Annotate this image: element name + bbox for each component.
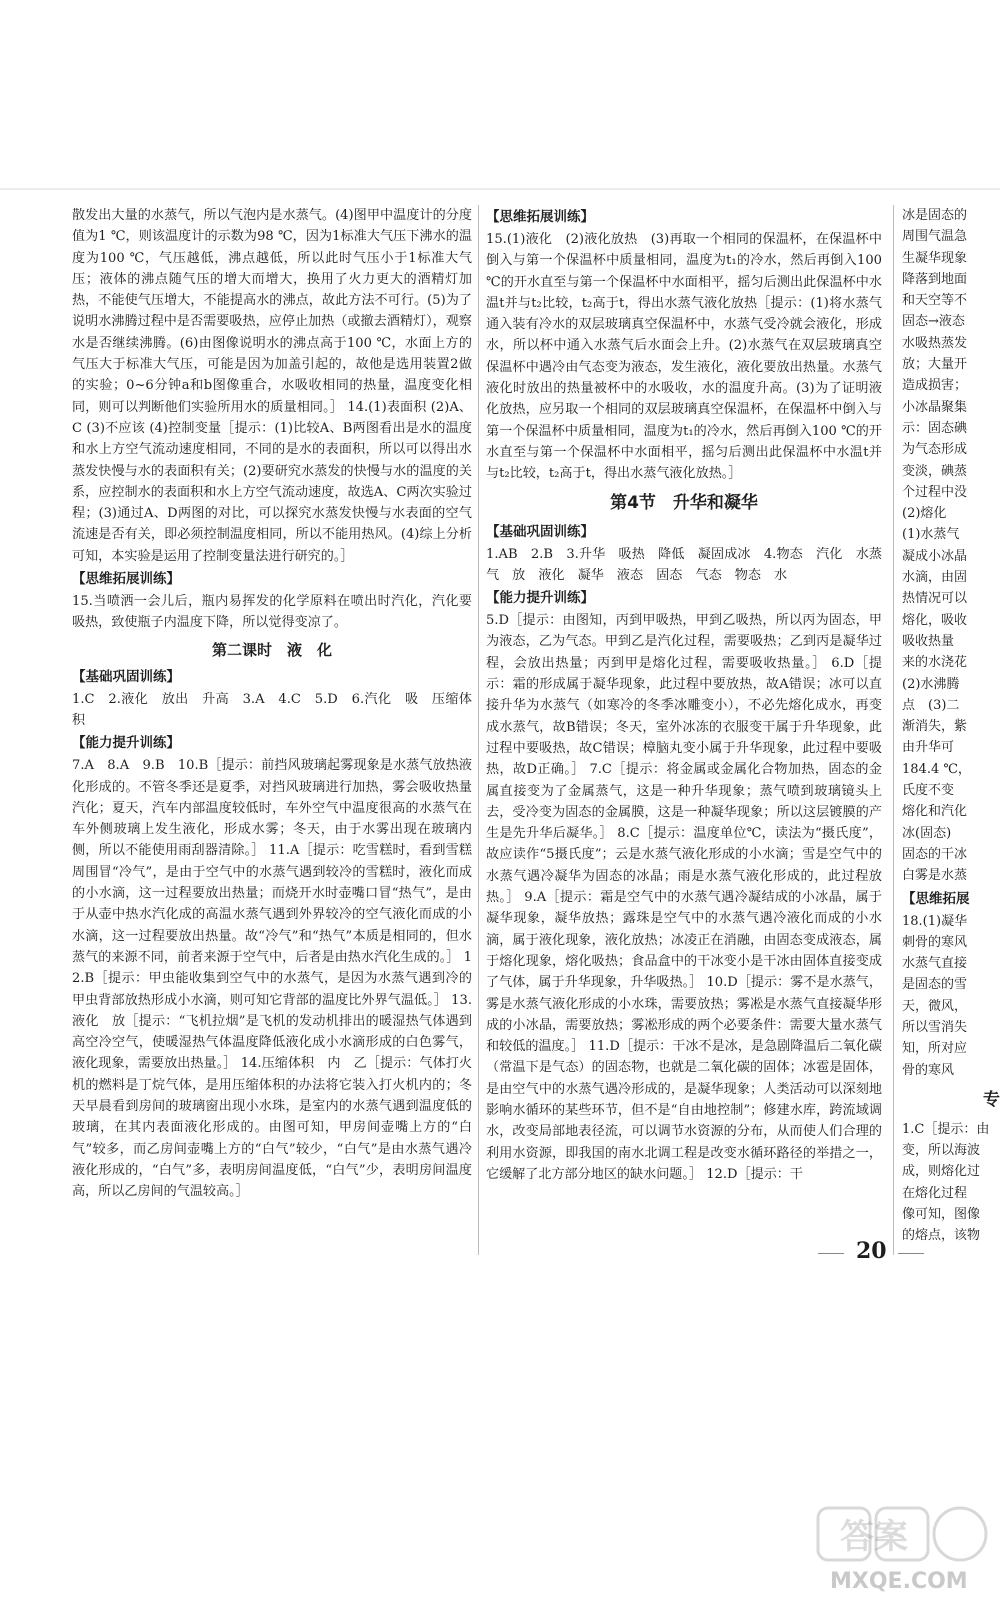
cropped-line: 造成损害； [902, 378, 968, 394]
chapter-title-cropped: 专 [983, 1089, 1000, 1110]
column-right-cropped [902, 205, 1000, 1247]
cropped-line: 变淡，碘蒸 [902, 463, 968, 479]
cropped-line: 水吸热蒸发 [902, 335, 968, 351]
answer-paragraph: 散发出大量的水蒸气，所以气泡内是水蒸气。(4)图甲中温度计的分度值为1 ℃，则该温度计的示数为98 ℃，因为1标准大气压下沸水的温度为100 ℃，气压越低，沸点越低，所以此时气压小于1标准大气压；液体的沸点随气压的增大而增大，换用了火力更大的酒精灯加热，不能使气压增大，不能提高水的沸点，故此方法不可行。(5)为了说明水沸腾过程中是否需要吸热，应停止加热（或撤去酒精灯），观察水是否继续沸腾。(6)由图像说明水的沸点高于100 ℃，水面上方的气压大于标准大气压，可能是因为加盖引起的，故他是选用装置2做的实验；0~6分钟a和b图像重合，水吸收相同的热量，温度变化相同，则可以判断他们实验所用水的质量相同。］ 14.(1)表面积 (2)A、C (3)不应该 (4)控制变量［提示：(1)比较A、B两图看出是水的温度和水上方空气流动速度相同，不同的是水的表面积，所以可以得出水蒸发快慢与水的表面积有关；(2)要研究水蒸发的快慢与水的温度的关系，应控制水的表面积和水上方空气流动速度，故选A、C两次实验过程；(3)通过A、D两图的对比，可以探究水蒸发快慢与水表面的空气流速是否有关，即必须控制温度相同，所以不能用热风。(4)综上分析可知，本实验是运用了控制变量法进行研究的。］ [72, 208, 472, 564]
cropped-line: 水滴，由固 [902, 570, 968, 586]
lesson-title: 第二课时 液 化 [211, 640, 332, 659]
section-heading: 【思维拓展训练】 [72, 571, 180, 588]
cropped-line: 白雾是水蒸 [902, 868, 968, 884]
cropped-line: 熔化，吸收 [902, 612, 968, 628]
cropped-line: 所以雪消失 [902, 1019, 968, 1035]
cropped-line: 示：固态碘 [902, 420, 968, 436]
cropped-line: 知，所对应 [902, 1041, 968, 1057]
watermark-logo [810, 1500, 995, 1595]
cropped-line: 由升华可 [902, 740, 955, 756]
cropped-line: 小冰晶聚集 [902, 399, 968, 415]
cropped-line: 天，微风， [902, 998, 968, 1014]
cropped-line: 降落到地面 [902, 271, 968, 287]
page-number-dash [818, 1253, 844, 1254]
cropped-line: 氏度不变 [902, 783, 955, 799]
cropped-line: 吸收热量 [902, 633, 955, 649]
column-middle [486, 205, 882, 1185]
column-divider [478, 205, 479, 1255]
section-heading: 【思维拓展训练】 [486, 209, 594, 225]
answer-paragraph: 1.AB 2.B 3.升华 吸热 降低 凝固成冰 4.物态 汽化 水蒸气 放 液化 凝华 液态 固态 气态 物态 水 [486, 546, 882, 583]
cropped-line: 184.4 ℃， [902, 761, 971, 777]
section-heading: 【能力提升训练】 [72, 735, 180, 752]
chapter-title: 第4节 升华和凝华 [610, 492, 758, 513]
cropped-line: 水蒸气直接 [902, 956, 968, 972]
cropped-line: 生凝华现象 [902, 250, 968, 266]
cropped-line: 渐消失，紫 [902, 719, 968, 735]
cropped-line: (2)熔化 [902, 506, 947, 522]
cropped-line: 变，所以海波 [902, 1143, 981, 1159]
cropped-line: 像可知，图像 [902, 1207, 981, 1223]
watermark-domain: MXQE.COM [830, 1569, 968, 1594]
answer-paragraph: 15.(1)液化 (2)液化放热 (3)再取一个相同的保温杯，在保温杯中倒入与第一个保温杯中质量相同，温度为t₁的冷水，然后再倒入100 ℃的开水直至与第一个保温杯中水面相平，摇匀后测出此保温杯中水温t并与t₂比较，t₂高于t，得出水蒸气液化放热［提示：(1)将水蒸气通入装有冷水的双层玻璃真空保温杯中，水蒸气受冷就会液化，形成水，所以杯中通入水蒸气后水面会上升。(2)水蒸气在双层玻璃真空保温杯中遇冷由气态变为液态，发生液化，液化要放出热量。水蒸气液化时放出的热量被杯中的水吸收，水的温度升高。(3)为了证明液化放热，应另取一个相同的双层玻璃真空保温杯，在保温杯中倒入与第一个保温杯中质量相同，温度为t₁的冷水，然后再倒入100 ℃的开水直至与第一个保温杯中水面相平，摇匀后测出此保温杯中水温t并与t₂比较，t₂高于t，得出水蒸气液化放热。］ [486, 232, 882, 482]
watermark-text: 答案 [840, 1517, 908, 1557]
section-heading: 【能力提升训练】 [486, 590, 594, 607]
cropped-line: 冰(固态) [902, 825, 952, 841]
answer-paragraph: 15.当喷洒一会儿后，瓶内易挥发的化学原料在喷出时汽化，汽化要吸热，致使瓶子内温度下降，所以觉得变凉了。 [72, 594, 472, 631]
cropped-line: (1)水蒸气 [902, 527, 960, 543]
cropped-line: 固态的干冰 [902, 846, 968, 862]
cropped-line: 1.C［提示：由 [902, 1121, 990, 1137]
page-number-dash [898, 1253, 924, 1254]
answer-paragraph: 1.C 2.液化 放出 升高 3.A 4.C 5.D 6.汽化 吸 压缩体积 [72, 691, 472, 728]
cropped-lines [902, 1119, 1000, 1247]
cropped-line: 骨的寒风 [902, 1062, 955, 1078]
section-heading: 【基础巩固训练】 [72, 668, 180, 685]
cropped-line: 热情况可以 [902, 591, 968, 607]
cropped-line: 在熔化过程 [902, 1185, 968, 1201]
section-heading: 【思维拓展 [902, 890, 970, 907]
cropped-line: (2)水沸腾 [902, 676, 960, 692]
cropped-line: 凝成小冰晶 [902, 548, 968, 564]
cropped-lines [902, 911, 1000, 1081]
cropped-line: 放；大量开 [902, 357, 968, 373]
answer-paragraph: 7.A 8.A 9.B 10.B［提示：前挡风玻璃起雾现象是水蒸气放热液化形成的。不管冬季还是夏季，对挡风玻璃进行加热，雾会吸收热量汽化；夏天，汽车内部温度较低时，车外空气中温度很高的水蒸气在车外侧玻璃上发生液化，形成水雾；冬天，由于水雾出现在玻璃内侧，所以不能使用雨刮器清除。］ 11.A［提示：吃雪糕时，看到雪糕周围冒“冷气”，是由于空气中的水蒸气遇到较冷的雪糕时，液化而成的小水滴，这一过程要放出热量；而烧开水时壶嘴口冒“热气”，是由于从壶中热水汽化成的高温水蒸气遇到外界较冷的空气液化而成的小水滴，这一过程要放出热量。故“冷气”和“热气”本质是相同的，但水蒸气的来源不同，前者来源于空气中，后者是由热水汽化生成的。］ 12.B［提示：甲虫能收集到空气中的水蒸气，是因为水蒸气遇到冷的甲虫背部放热形成小水滴，则可知它背部的温度比外界气温低。］ 13.液化 放［提示：“飞机拉烟”是飞机的发动机排出的暖湿热气体遇到高空冷空气，使暖湿热气体温度降低液化成小水滴形成的白色雾气，液化现象，需要放出热量。］ 14.压缩体积 内 乙［提示：气体打火机的燃料是丁烷气体，是用压缩体积的办法将它装入打火机内的；冬天早晨看到房间的玻璃窗出现小水珠，是室内的水蒸气遇到温度低的玻璃，在其内表面液化形成的。由图可知，甲房间壶嘴上方的“白气”较多，而乙房间壶嘴上方的“白气”较少，“白气”是由水蒸气遇冷液化形成的，“白气”多，表明房间温度低，“白气”少，表明房间温度高，所以乙房间的气温较高。］ [72, 758, 472, 1200]
cropped-line: 成，则熔化过 [902, 1164, 981, 1180]
cropped-line: 和天空等不 [902, 293, 968, 309]
answer-paragraph: 5.D［提示：由图知，丙到甲吸热，甲到乙吸热，所以丙为固态，甲为液态，乙为气态。甲到乙是汽化过程，需要吸热；乙到丙是凝华过程，会放出热量；丙到甲是熔化过程，需要吸收热量。］ 6.D［提示：霜的形成属于凝华现象，此过程中要放热，故A错误；冰可以直接升华为水蒸气（如寒冷的冬季冰雕变小），不必先熔化成水，再变成水蒸气，故B错误；冬天，室外冰冻的衣服变干属于升华现象，此过程中要吸热，故C错误；樟脑丸变小属于升华现象，此过程中要吸热，故D正确。］ 7.C［提示：将金属或金属化合物加热，固态的金属直接变为了金属蒸气，这是一种升华现象；蒸气喷到玻璃镜头上去，受冷变为固态的金属膜，这是一种凝华现象；所以这层镀膜的产生是先升华后凝华。］ 8.C［提示：温度单位℃，读法为“摄氏度”，故应读作“5摄氏度”；云是水蒸气液化形成的小水滴；雪是空气中的水蒸气遇冷凝华为固态的冰晶；雨是水蒸气液化形成的，此过程放热。］ 9.A［提示：霜是空气中的水蒸气遇冷凝结成的小冰晶，属于凝华现象，凝华放热；露珠是空气中的水蒸气遇冷液化而成的小水滴，属于液化现象，液化放热；冰凌正在消融，由固态变成液态，属于熔化现象，熔化吸热；食品盒中的干冰变小是干冰由固体直接变成了气体，属于升华现象，升华吸热。］ 10.D［提示：雾不是水蒸气，雾是水蒸气液化形成的小水珠，需要放热；雾凇是水蒸气直接凝华形成的小冰晶，需要放热；雾凇形成的两个必要条件：需要大量水蒸气和较低的温度。］ 11.D［提示：干冰不是冰，是急剧降温后二氧化碳（常温下是气态）的固态物，也就是二氧化碳的固体；冰雹是固体，是由空气中的水蒸气遇冷形成的，是凝华现象；人类活动可以深刻地影响水循环的某些环节，但不是“自由地控制”；修建水库，跨流域调水，改变局部地表径流，可以调节水资源的分布，从而使人们合理的利用水资源，即我国的南水北调工程是改变水循环路径的举措之一，它缓解了北方部分地区的缺水问题。］ 12.D［提示：干 [486, 613, 882, 1182]
page-number: 20 [856, 1238, 887, 1264]
cropped-line: 个过程中没 [902, 484, 968, 500]
cropped-line: 是固态的雪 [902, 977, 968, 993]
cropped-line: 熔化和汽化 [902, 804, 968, 820]
cropped-line: 为气态形成 [902, 442, 968, 458]
scan-edge [0, 188, 1000, 190]
cropped-line: 冰是固态的 [902, 208, 968, 223]
cropped-line: 来的水浇花 [902, 655, 968, 671]
cropped-line: 的熔点，该物 [902, 1228, 981, 1244]
cropped-line: 点 (3)二 [902, 697, 960, 713]
cropped-lines [902, 205, 1000, 887]
section-heading: 【基础巩固训练】 [486, 523, 594, 540]
page-number-area [818, 1238, 928, 1268]
column-left [72, 205, 472, 1202]
column-divider [893, 205, 894, 1255]
cropped-line: 18.(1)凝华 [902, 913, 968, 929]
cropped-line: 周围气温急 [902, 229, 968, 245]
cropped-line: 固态→液态 [902, 314, 965, 330]
cropped-line: 刺骨的寒风 [902, 934, 968, 950]
